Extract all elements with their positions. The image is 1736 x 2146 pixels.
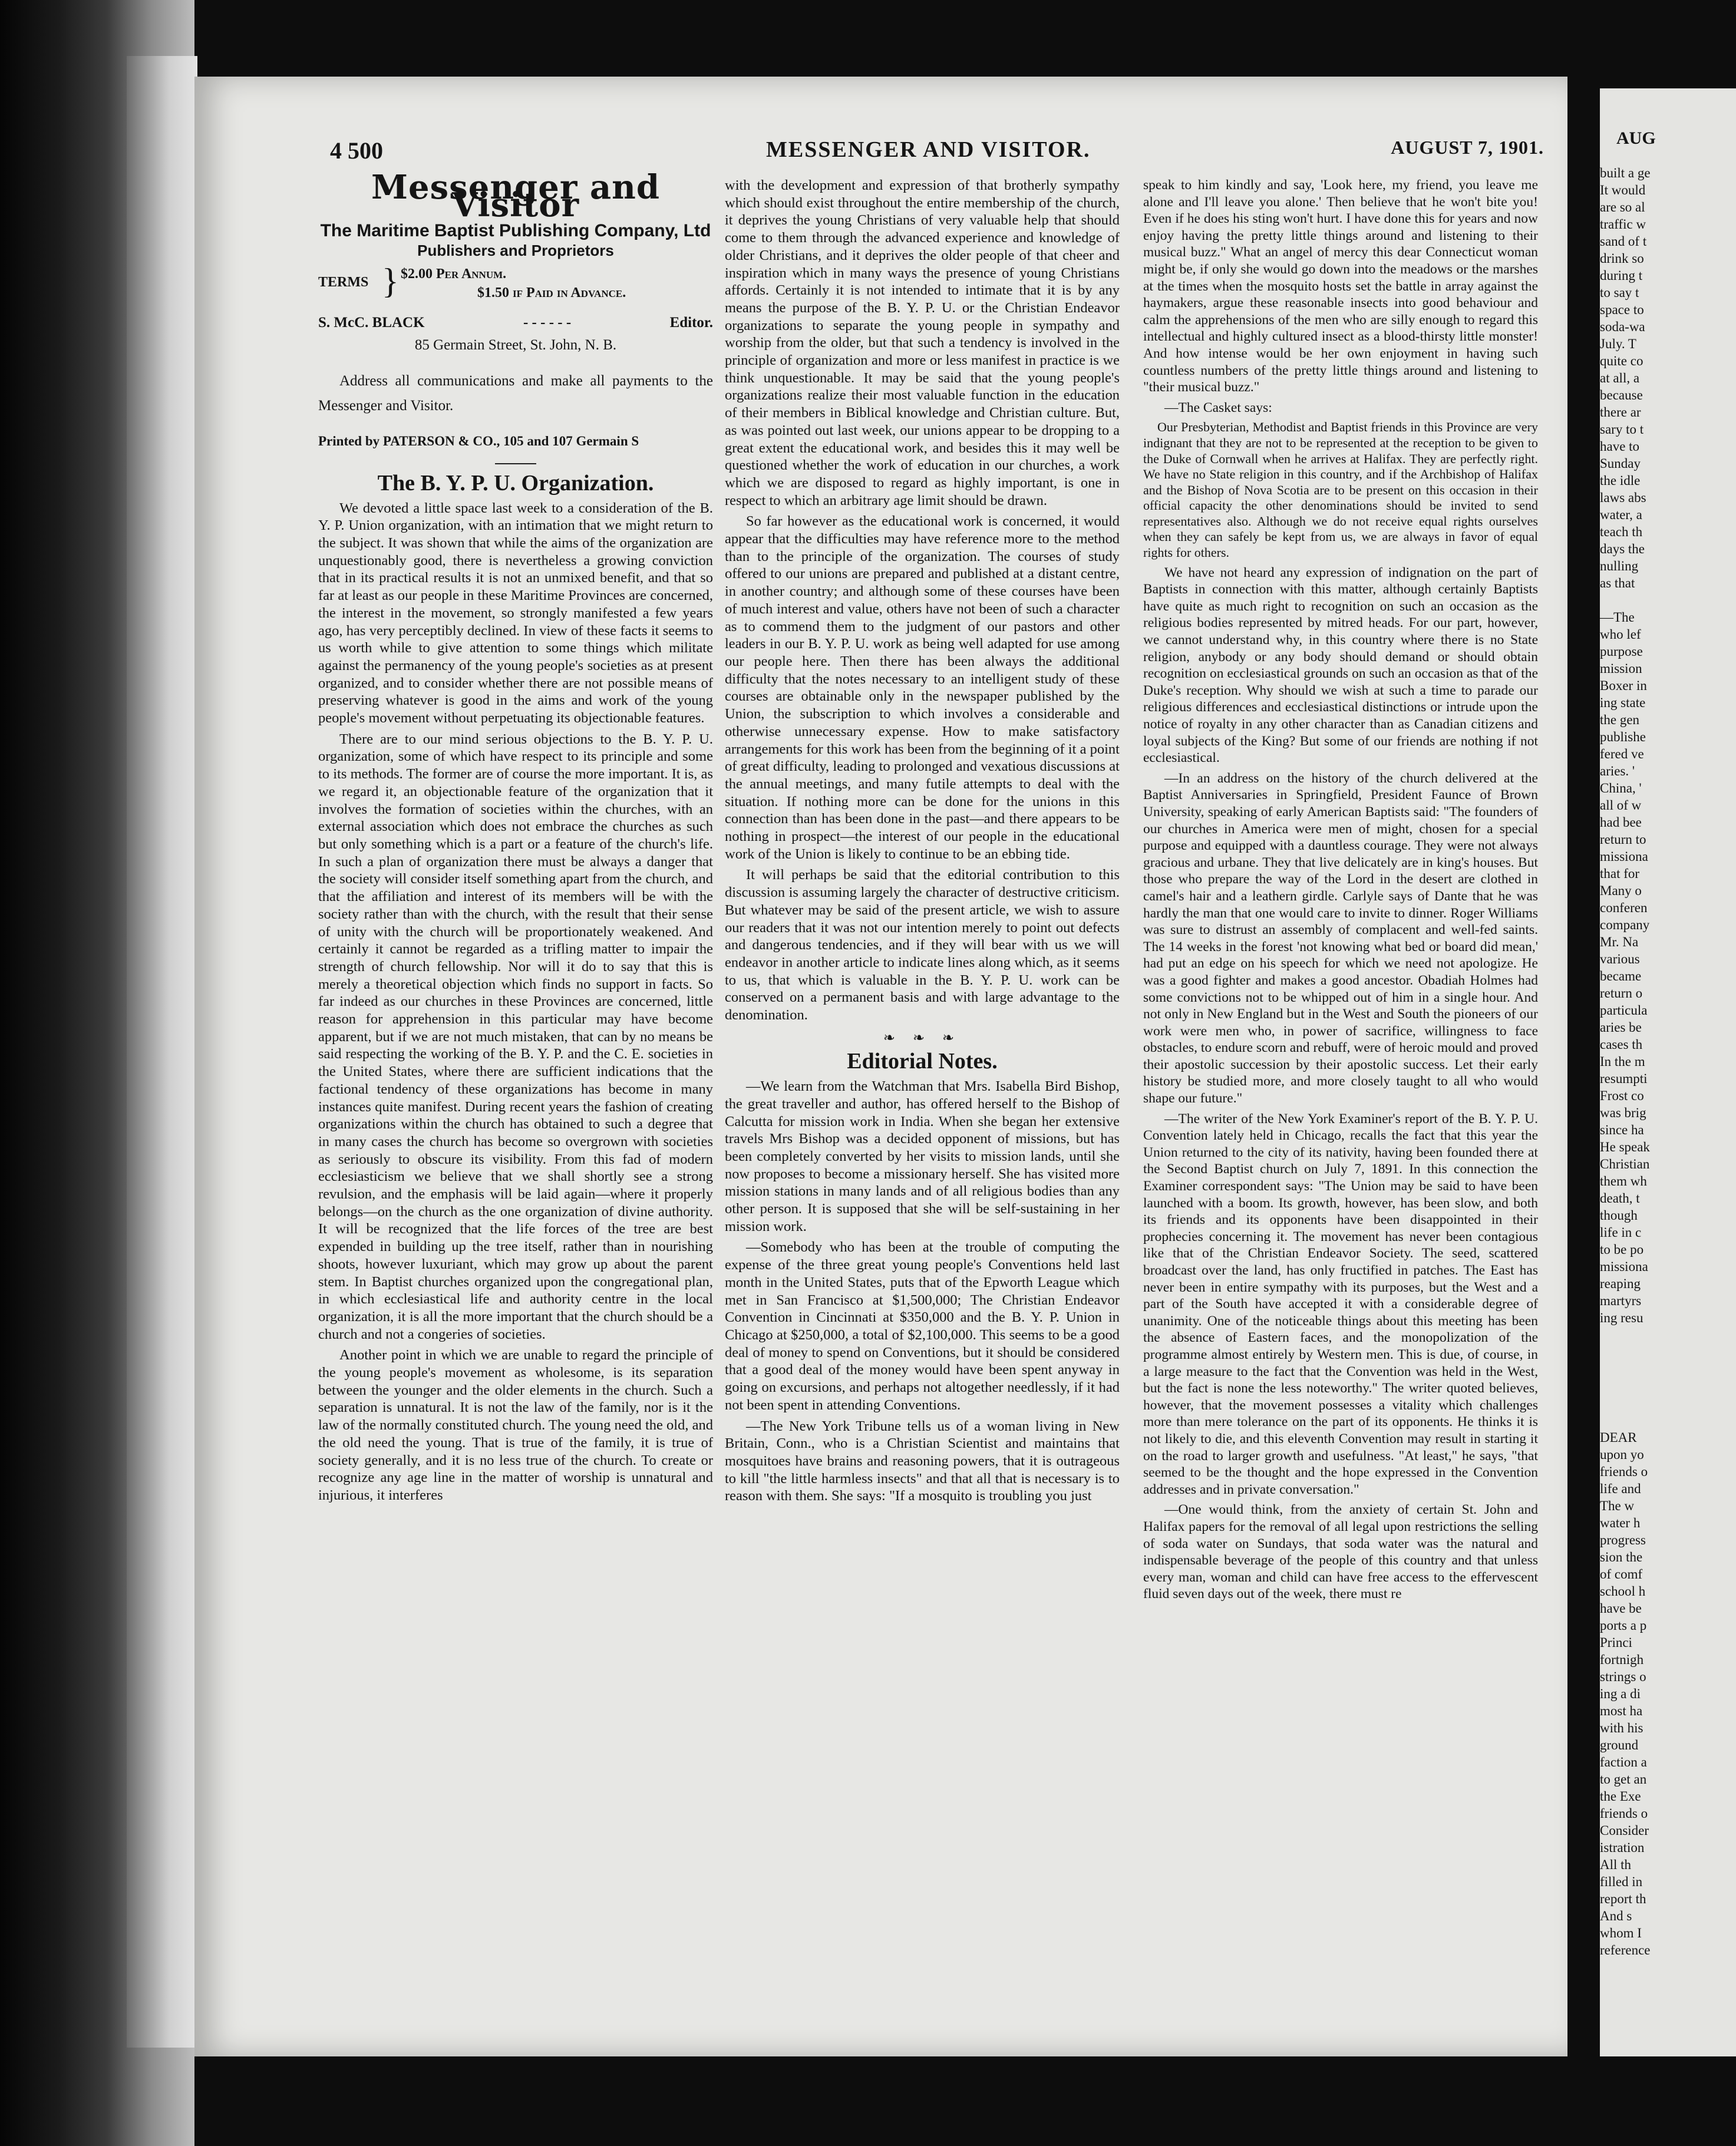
facing-page-line: ports a p xyxy=(1600,1618,1647,1633)
facing-page-line: since ha xyxy=(1600,1122,1644,1137)
facing-page-line: at all, a xyxy=(1600,371,1640,385)
facing-page-line: In the m xyxy=(1600,1054,1645,1069)
facing-page-line: ing resu xyxy=(1600,1310,1643,1325)
facing-page-line: school h xyxy=(1600,1584,1646,1599)
facing-page-line: who lef xyxy=(1600,627,1641,642)
facing-page-line: water, a xyxy=(1600,507,1642,522)
running-head xyxy=(330,137,1544,172)
facing-page-line: publishe xyxy=(1600,729,1646,744)
printer-line: Printed by PATERSON & CO., 105 and 107 Germain S xyxy=(318,434,639,449)
facing-page-line: reference xyxy=(1600,1943,1651,1957)
facing-page-line: ing a di xyxy=(1600,1686,1641,1701)
facing-page-line: aries be xyxy=(1600,1020,1642,1035)
facing-page-line: conferen xyxy=(1600,900,1648,915)
facing-page-line: days the xyxy=(1600,542,1645,556)
publisher-name: The Maritime Baptist Publishing Company, Ltd xyxy=(320,221,711,241)
article-paragraph: So far however as the educational work is concerned, it would appear that the difficulties may have reference more to the method than to the principle of the organization. The courses of study offered to our unions are prepared and published at a distant centre, in another country; and although some of these courses have been of much interest and value, others have not been of such a character as to commend them to the judgment of our pastors and other leaders in our B. Y. P. U. work as being well adapted for use among our people here. Then there has been always the additional difficulty that the notes necessary to an intelligent study of these courses are obtainable only in the newspaper published by the Union, the subscription to which involves a considerable and otherwise unnecessary expense. How to make satisfactory arrangements for this work has been from the beginning of it a point of great difficulty, leading to prolonged and vexatious discussions at the annual meetings, and many futile attempts to deal with the situation. If nothing more can be done for the unions in this connection than has been done in the past—and there appears to be nothing in prospect—the interest of our people in the educational work of the Union is likely to continue to be an ebbing tide. xyxy=(725,513,1120,862)
page-number: 4 500 xyxy=(330,137,383,164)
terms-annual: $2.00 Per Annum. xyxy=(401,266,507,282)
casket-quotation: Our Presbyterian, Methodist and Baptist friends in this Province are very indignant that they are not to be represented at the reception to be given to the Duke of Cornwall when he arrives at Halifax. They are perfectly right. We have no State religion in this country, and if the Archbishop of Halifax and the Bishop of Nova Scotia are to be present on this occasion in their official capacity the other denominations should be invited to send representatives also. Although we do not receive equal rights ourselves when they can safely be kept from us, we are always in favor of equal rights for others. xyxy=(1143,420,1538,560)
terms-label: TERMS xyxy=(318,274,369,290)
facing-page-line: It would xyxy=(1600,183,1646,197)
facing-page-line: friends o xyxy=(1600,1806,1648,1821)
facing-page-line: life and xyxy=(1600,1481,1641,1496)
editor-line xyxy=(318,314,713,332)
facing-page-line: as that xyxy=(1600,576,1635,590)
facing-page-line: death, t xyxy=(1600,1191,1640,1206)
column-1 xyxy=(318,168,713,1508)
note-paragraph: —Somebody who has been at the trouble of computing the expense of the three great young people's Conventions held last month in the United States, puts that of the Epworth League which met in San Francisco at $1,500,000; The Christian Endeavor Convention in Cincinnati at $350,000 and the B. Y. P. Union in Chicago at $250,000, a total of $2,100,000. This seems to be a good deal of money to spend on Conventions, but it should be considered that a good deal of the money would have been spent anyway in going on excursions, and perhaps not altogether needlessly, if it had not been spent in attending Conventions. xyxy=(725,1239,1120,1413)
masthead-title: Messenger and Visitor xyxy=(371,168,660,224)
note-paragraph: —One would think, from the anxiety of certain St. John and Halifax papers for the removal of all legal upon restrictions the selling of soda water on Sundays, that soda water was the natural and indispensable beverage of the people of this country and that unless every man, woman and child can have free access to the effervescent fluid seven days out of the week, there must re xyxy=(1143,1502,1538,1602)
facing-page-line: China, ' xyxy=(1600,781,1642,795)
note-paragraph: —The writer of the New York Examiner's report of the B. Y. P. U. Convention lately held in Chicago, recalls the fact that this year the Union returned to the city of its nativity, having been founded there at the Second Baptist church on July 7, 1891. In this connection the Examiner correspondent says: "The Union may be said to have been launched with a boom. Its growth, however, has been slow, and both its friends and its opponents have been disappointed in their prophecies concerning it. The movement has never been contagious like that of the Christian Endeavor Society. The seed, scattered broadcast over the land, has only fructified in patches. The East has never been in entire sympathy with its purposes, but the West and a part of the South have accepted it with a considerable degree of unanimity. One of the noticeable things about this meeting has been the absence of Eastern faces, and the monopolization of the programme almost entirely by Western men. This is due, of course, in a large measure to the fact that the Convention was held in the West, but the fact is none the less noteworthy." The writer quoted believes, however, that the movement possesses a vitality which challenges more than mere tolerance on the part of its opponents. He thinks it is not likely to die, and this eleventh Convention may result in starting it on the road to larger growth and usefulness. "At least," he says, "that seemed to be the thought and the hope expressed in the Convention addresses and in private conversation." xyxy=(1143,1111,1538,1497)
article-paragraph: We devoted a little space last week to a consideration of the B. Y. P. Union organization, with an intimation that we might return to the subject. It was shown that while the aims of the organization are unquestionably good, there is nevertheless a growing conviction that in its practical results it is not an unmixed benefit, and that so far at least as our people in these Maritime Provinces are concerned, the interest in the movement, so strongly manifested a few years ago, has very perceptibly declined. In view of these facts it seems to us worth while to give attention to some things which militate against the permanency of the young people's societies as at present organized, and to consider whether there are not possible means of preserving whatever is good in the aims and work of the young people's movement without perpetuating its objectionable features. xyxy=(318,500,713,727)
note-paragraph: —The New York Tribune tells us of a woman living in New Britain, Conn., who is a Christian Scientist and maintains that mosquitoes have brains and reasoning powers, that it is outrageous to kill "the little harmless insects" and that all that is necessary is to reason with them. She says: "If a mosquito is troubling you just xyxy=(725,1418,1120,1504)
facing-page-line: mission xyxy=(1600,661,1642,676)
note-paragraph: —In an address on the history of the church delivered at the Baptist Anniversaries in Springfield, President Faunce of Brown University, speaking of early American Baptists said: "The founders of our churches in America were men of might, chosen for a special purpose and equipped with a dauntless courage. They were not always gracious and urbane. They that live delicately are in king's houses. But those who prepare the way of the Lord in the desert are clothed in camel's hair and a leathern girdle. Carlyle says of Dante that he was hardly the man that one would care to invite to dinner. Roger Williams was sure to distrust an assembly of complacent and well-fed saints. The 14 weeks in the forest 'not knowing what bed or board did mean,' had put an edge on his speech for which we need not apologize. He was a good fighter and makes a good ancestor. Obadiah Holmes had some convictions not to be whipped out of him in a single hour. And not only in New England but in the West and South the pioneers of our work were men who, in power of sacrifice, willingness to face obstacles, to endure scorn and rebuff, were of heroic mould and proved their apostolic succession by their apostolic success. Let their early history be studied more, and more closely taught to all who would shape our future." xyxy=(1143,770,1538,1107)
facing-page-line: quite co xyxy=(1600,354,1643,368)
facing-page-line: friends o xyxy=(1600,1464,1648,1479)
facing-page-line: cases th xyxy=(1600,1037,1643,1052)
facing-page-line: have be xyxy=(1600,1601,1642,1616)
facing-page-line: to say t xyxy=(1600,285,1639,300)
facing-page-line: missiona xyxy=(1600,1259,1648,1274)
facing-page-line xyxy=(1600,592,1736,609)
facing-page-line: teach th xyxy=(1600,524,1643,539)
facing-page-line: built a ge xyxy=(1600,166,1651,180)
address-notice: Address all communications and make all payments to the Messenger and Visitor. xyxy=(318,373,713,414)
facing-page-line: And s xyxy=(1600,1909,1632,1923)
facing-page-line xyxy=(1600,1378,1736,1395)
note-paragraph: We have not heard any expression of indignation on the part of Baptists in connection with this matter, although certainly Baptists have quite as much right to recognition on such an occasion as the religious bodies represented by mitred heads. For our part, however, we cannot understand why, in this country where there is no State religion, anybody or any body should demand or should obtain recognition on ecclesiastical grounds on such an occasion as that of the Duke's reception. Why should we wish at such a time to parade our religious differences and ecclesiastical distinctions or intrude upon the notice of royalty in any other character than as Canadian citizens and loyal subjects of the King? But some of our friends are nothing if not ecclesiastical. xyxy=(1143,564,1538,766)
facing-page-line: fortnigh xyxy=(1600,1652,1644,1667)
facing-page-line: was brig xyxy=(1600,1105,1646,1120)
facing-page-line xyxy=(1600,1343,1736,1361)
facing-page-line: life in c xyxy=(1600,1225,1642,1240)
facing-page-line: during t xyxy=(1600,268,1643,283)
note-paragraph: —The Casket says: xyxy=(1164,400,1272,415)
facing-page-line: the gen xyxy=(1600,712,1640,727)
facing-page-line: July. T xyxy=(1600,336,1636,351)
facing-page-line: whom I xyxy=(1600,1926,1642,1940)
facing-page-line: aries. ' xyxy=(1600,764,1635,778)
facing-page-line: Mr. Na xyxy=(1600,935,1639,949)
page-gutter xyxy=(1567,0,1600,2146)
facing-page-line: faction a xyxy=(1600,1755,1647,1769)
facing-page-line: ing state xyxy=(1600,695,1646,710)
facing-page-line xyxy=(1600,1361,1736,1378)
article-paragraph: It will perhaps be said that the editorial contribution to this discussion is assuming largely the character of destructive criticism. But whatever may be said of the present article, we wish to assure our readers that it was not our intention merely to point out defects and dangerous tendencies, and if they will bear with us we will endeavor in another article to indicate lines along which, as it seems to us, that which is valuable in the B. Y. P. U. work can be conserved on a permanent basis and with large advantage to the denomination. xyxy=(725,867,1120,1024)
facing-page-line: Frost co xyxy=(1600,1088,1644,1103)
editor-title: Editor. xyxy=(669,314,713,331)
facing-page-line: resumpti xyxy=(1600,1071,1648,1086)
facing-page-line: sary to t xyxy=(1600,422,1644,437)
article-paragraph: There are to our mind serious objections to the B. Y. P. U. organization, some of which have respect to its principle and some to its methods. The former are of course the more important. It is, as we regard it, an objectionable feature of the organization that it involves the formation of societies within the churches, with an external association which does not embrace the churches as such but only something which is a part or a feature of the church's life. In such a plan of organization there must be always a danger that the society will consider itself something apart from the church, and that the affiliation and interest of its members will be with the society rather than with the church, with the result that their sense of unity with the church will be proportionately weakened. And certainly it cannot be regarded as a trifling matter to impair the strength of church fellowship. Nor will it do to say that this is merely a theoretical objection which finds no support in facts. So far indeed as our churches in these Provinces are concerned, little reason for apprehension in this particular may have become apparent, but if we are not much mistaken, that can by no means be said respecting the working of the B. Y. P. and the C. E. societies in the United States, where there are sufficient indications that the factional tendency of these organizations has become in many instances quite manifest. During recent years the fashion of creating organizations within the church has obtained to such a degree that in many cases the church has become so overgrown with societies as seriously to obscure its visibility. From this fad of modern ecclesiasticism we believe that we shall shortly see a strong revulsion, and the emphasis will be laid again—where it properly belongs—on the church as the one organization of divine authority. It will be recognized that the life forces of the tree are best expended in building up the tree itself, rather than in nourishing shoots, however luxuriant, which may grow up about the parent stem. In Baptist churches organized upon the congregational plan, in which ecclesiastical life and authority centre in the local organization, it is all the more important that the church should be a church and not a congeries of societies. xyxy=(318,731,713,1342)
facing-page-line: reaping xyxy=(1600,1276,1641,1291)
editor-leaders: - - - - - - xyxy=(523,314,572,331)
facing-page-line: return to xyxy=(1600,832,1646,847)
article-headline: The B. Y. P. U. Organization. xyxy=(377,470,654,496)
article-paragraph: Another point in which we are unable to regard the principle of the young people's movement as wholesome, is its separation between the younger and the older elements in the church. Such a separation is unnatural. It is not the law of the family, nor is it the law of the normally constituted church. The young need the old, and the old need the young. That is true of the family, it is true of society generally, and it is no less true of the church. To create or recognize any age line in the matter of worship is unnatural and injurious, it interferes xyxy=(318,1347,713,1503)
facing-page-line: Sunday xyxy=(1600,456,1641,471)
facing-page xyxy=(1600,88,1736,2056)
facing-page-line: Boxer in xyxy=(1600,678,1647,693)
brace-glyph: } xyxy=(382,261,399,301)
page-edges xyxy=(127,56,197,2048)
running-title: MESSENGER AND VISITOR. xyxy=(766,137,1091,162)
facing-page-line: missiona xyxy=(1600,849,1648,864)
facing-page-line: Consider xyxy=(1600,1823,1649,1838)
facing-page-line: the idle xyxy=(1600,473,1641,488)
facing-page-line: filled in xyxy=(1600,1874,1643,1889)
divider-rule xyxy=(495,463,536,464)
facing-page-text xyxy=(1600,88,1736,1959)
facing-page-line: traffic w xyxy=(1600,217,1646,232)
facing-page-line: sion the xyxy=(1600,1550,1643,1564)
facing-page-line: Christian xyxy=(1600,1157,1650,1171)
column-2 xyxy=(725,177,1120,1508)
facing-page-line: strings o xyxy=(1600,1669,1646,1684)
proprietors-line: Publishers and Proprietors xyxy=(417,242,614,260)
facing-page-line: All th xyxy=(1600,1857,1632,1872)
facing-page-line: upon yo xyxy=(1600,1447,1644,1462)
facing-page-line: them wh xyxy=(1600,1174,1647,1188)
facing-page-line: return o xyxy=(1600,986,1643,1001)
facing-page-line: had bee xyxy=(1600,815,1642,830)
facing-page-line: of comf xyxy=(1600,1567,1643,1582)
facing-page-line: progress xyxy=(1600,1533,1646,1547)
note-paragraph: speak to him kindly and say, 'Look here, my friend, you leave me alone and I'll leave you alone.' Then believe that he won't bite you! Even if he does his sting won't hurt. I have done this for years and now enjoy having the pretty little things around and listening to their musical buzz." What an angel of mercy this dear Connecticut woman might be, if only she would go down into the meadows or the marshes at the times when the mosquito hosts set the battle in array against the haymakers, argue these reasonable insects into good behaviour and calm the apprehensions of the men who are silly enough to regard this intellectual and highly cultured insect as a blood-thirsty little monster! And how intense would be her own enjoyment in having such countless numbers of the pretty little things around and listening to "their musical buzz." xyxy=(1143,177,1538,395)
facing-page-line: the Exe xyxy=(1600,1789,1641,1804)
facing-page-line xyxy=(1600,1395,1736,1412)
note-paragraph: —We learn from the Watchman that Mrs. Isabella Bird Bishop, the great traveller and author, has offered herself to the Bishop of Calcutta for mission work in India. When she began her extensive travels Mrs Bishop was a decided opponent of missions, but has been completely converted by her visits to mission lands, until she now proposes to become a missionary herself. She has visited more mission stations in many lands and of all religious bodies than any other person. It is supposed that she will be self-sustaining in her mission work. xyxy=(725,1078,1120,1234)
facing-page-line: Many o xyxy=(1600,883,1642,898)
facing-page-line xyxy=(1600,1326,1736,1343)
facing-page-line: fered ve xyxy=(1600,747,1644,761)
issue-date: AUGUST 7, 1901. xyxy=(1391,137,1544,158)
facing-page-line: are so al xyxy=(1600,200,1645,214)
facing-page-line: became xyxy=(1600,969,1642,983)
facing-page-line: have to xyxy=(1600,439,1640,454)
facing-page-line: there ar xyxy=(1600,405,1641,420)
facing-page-line: The w xyxy=(1600,1498,1635,1513)
facing-page-line: istration xyxy=(1600,1840,1645,1855)
office-address: 85 Germain Street, St. John, N. B. xyxy=(414,336,617,353)
terms-advance: $1.50 if Paid in Advance. xyxy=(477,285,626,301)
column-3 xyxy=(1143,177,1538,1606)
facing-page-line: various xyxy=(1600,952,1640,966)
facing-page-line: most ha xyxy=(1600,1703,1643,1718)
facing-page-line: DEAR xyxy=(1600,1430,1637,1445)
facing-page-line: Princi xyxy=(1600,1635,1632,1650)
facing-page-running-head: AUG xyxy=(1616,128,1656,148)
subscription-terms xyxy=(318,263,713,306)
facing-page-line: sand of t xyxy=(1600,234,1647,249)
editor-name: S. McC. BLACK xyxy=(318,314,425,331)
facing-page-line: soda-wa xyxy=(1600,319,1645,334)
facing-page-line: martyrs xyxy=(1600,1293,1642,1308)
facing-page-line: to get an xyxy=(1600,1772,1647,1787)
facing-page-line: to be po xyxy=(1600,1242,1644,1257)
facing-page-line: drink so xyxy=(1600,251,1644,266)
facing-page-line: particula xyxy=(1600,1003,1648,1018)
facing-page-line: because xyxy=(1600,388,1643,402)
facing-page-line: that for xyxy=(1600,866,1640,881)
ornament-divider: ❧ ❧ ❧ xyxy=(883,1030,962,1046)
facing-page-line: with his xyxy=(1600,1721,1643,1735)
facing-page-line: ground xyxy=(1600,1738,1639,1752)
facing-page-line: though xyxy=(1600,1208,1638,1223)
facing-page-line: —The xyxy=(1600,610,1635,625)
facing-page-line: report th xyxy=(1600,1891,1646,1906)
facing-page-line: He speak xyxy=(1600,1140,1650,1154)
facing-page-line: laws abs xyxy=(1600,490,1646,505)
facing-page-line: purpose xyxy=(1600,644,1643,659)
facing-page-line: company xyxy=(1600,917,1650,932)
facing-page-line: all of w xyxy=(1600,798,1642,813)
facing-page-line: water h xyxy=(1600,1516,1641,1530)
facing-page-line: nulling xyxy=(1600,559,1639,573)
facing-page-line: space to xyxy=(1600,302,1644,317)
article-paragraph: with the development and expression of that brotherly sympathy which should exist throughout the entire membership of the church, it deprives the young Christians of very valuable help that should come to them through the advanced experience and knowledge of older Christians, and it deprives the older people of that cheer and inspiration which in many ways the presence of young Christians affords. Certainly it is not intended to intimate that it is by any means the purpose of the B. Y. P. U. or the Christian Endeavor organizations to separate the young people in sympathy and worship from the older, but that such a tendency is involved in the principle of organization and more or less manifest in practice is we think unquestionable. It may be said that the young people's organizations realize their most valuable function in the education of their members in Biblical knowledge and Christian culture. But, as was pointed out last week, our unions appear to be dropping to a great extent the educational work, and besides this it may well be questioned whether the work of education in our churches, a work which we are disposed to regard as highly important, is one in respect to which an arbitrary age limit should be drawn. xyxy=(725,177,1120,509)
facing-page-line xyxy=(1600,1412,1736,1429)
editorial-notes-headline: Editorial Notes. xyxy=(847,1049,998,1074)
